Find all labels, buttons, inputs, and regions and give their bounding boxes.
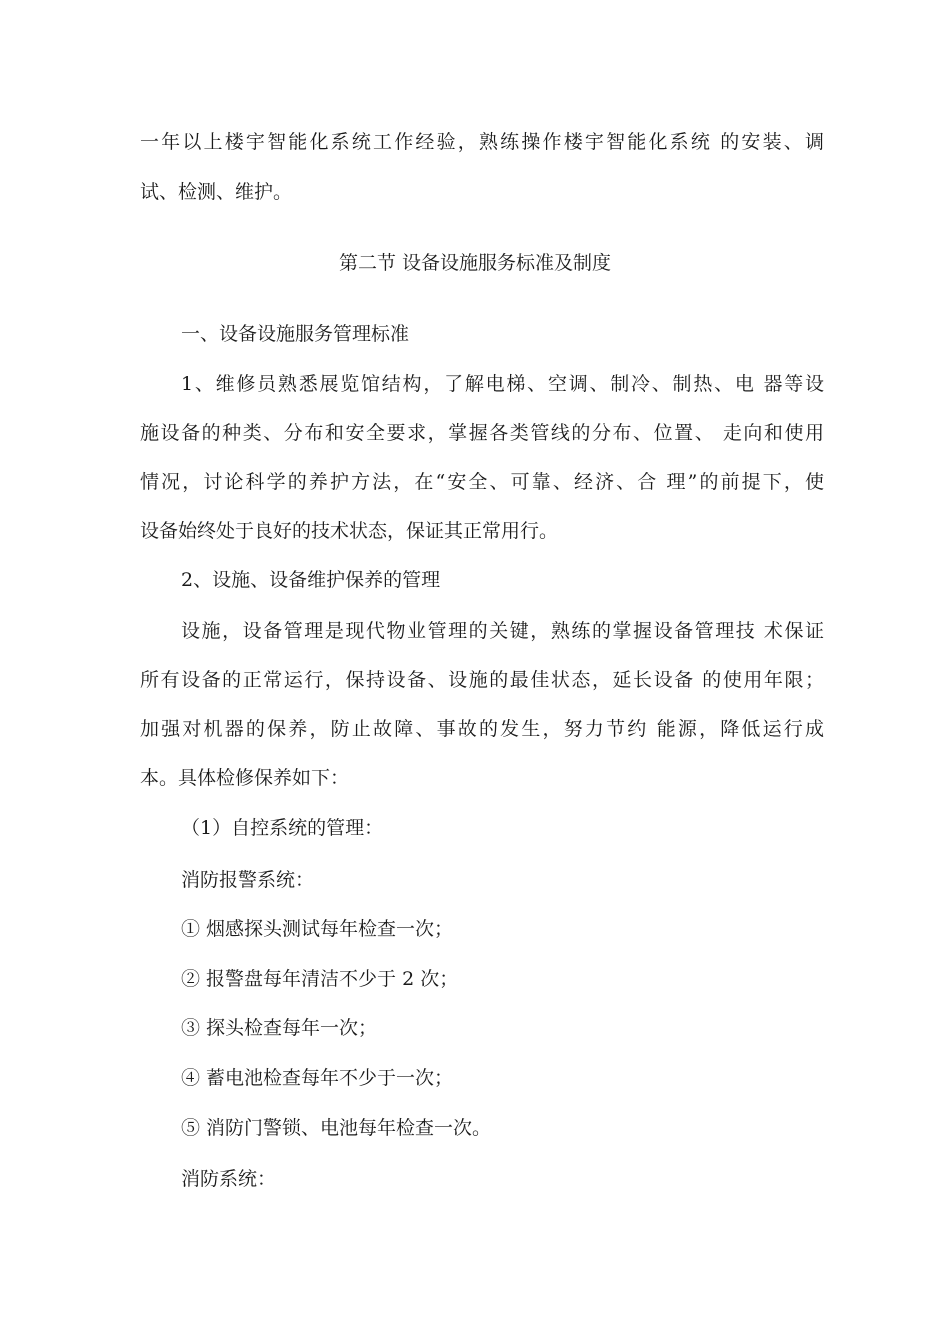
heading-2: 2、设施、设备维护保养的管理 [181, 569, 441, 591]
para-2-line-2: 所有设备的正常运行，保持设备、设施的最佳状态，延长设备 的使用年限； [140, 669, 824, 691]
para-1-line-3: 情况，讨论科学的养护方法，在“安全、可靠、经济、合 理”的前提下，使 [140, 471, 824, 493]
para-1-line-1: 1、维修员熟悉展览馆结构，了解电梯、空调、制冷、制热、电 器等设 [181, 373, 824, 395]
para-2-line-4: 本。具体检修保养如下： [140, 767, 350, 789]
list-item: ⑤ 消防门警锁、电池每年检查一次。 [181, 1117, 492, 1139]
sub-heading: （1）自控系统的管理： [181, 817, 384, 839]
intro-line-2: 试、检测、维护。 [140, 181, 293, 203]
list-item: ① 烟感探头测试每年检查一次； [181, 918, 454, 940]
para-2-line-3: 加强对机器的保养，防止故障、事故的发生，努力节约 能源，降低运行成 [140, 718, 824, 740]
fire-system-label: 消防系统： [181, 1168, 277, 1190]
list-item: ④ 蓄电池检查每年不少于一次； [181, 1067, 454, 1089]
fire-alarm-label: 消防报警系统： [181, 869, 315, 891]
list-item: ③ 探头检查每年一次； [181, 1017, 378, 1039]
intro-line-1: 一年以上楼宇智能化系统工作经验，熟练操作楼宇智能化系统 的安装、调 [140, 131, 824, 153]
para-2-line-1: 设施，设备管理是现代物业管理的关键，熟练的掌握设备管理技 术保证 [181, 620, 824, 642]
para-1-line-2: 施设备的种类、分布和安全要求，掌握各类管线的分布、位置、 走向和使用 [140, 422, 824, 444]
para-1-line-4: 设备始终处于良好的技术状态，保证其正常用行。 [140, 520, 559, 542]
section-title: 第二节 设备设施服务标准及制度 [338, 252, 612, 274]
list-item: ② 报警盘每年清洁不少于 2 次； [181, 968, 459, 990]
heading-1: 一、设备设施服务管理标准 [181, 323, 410, 345]
